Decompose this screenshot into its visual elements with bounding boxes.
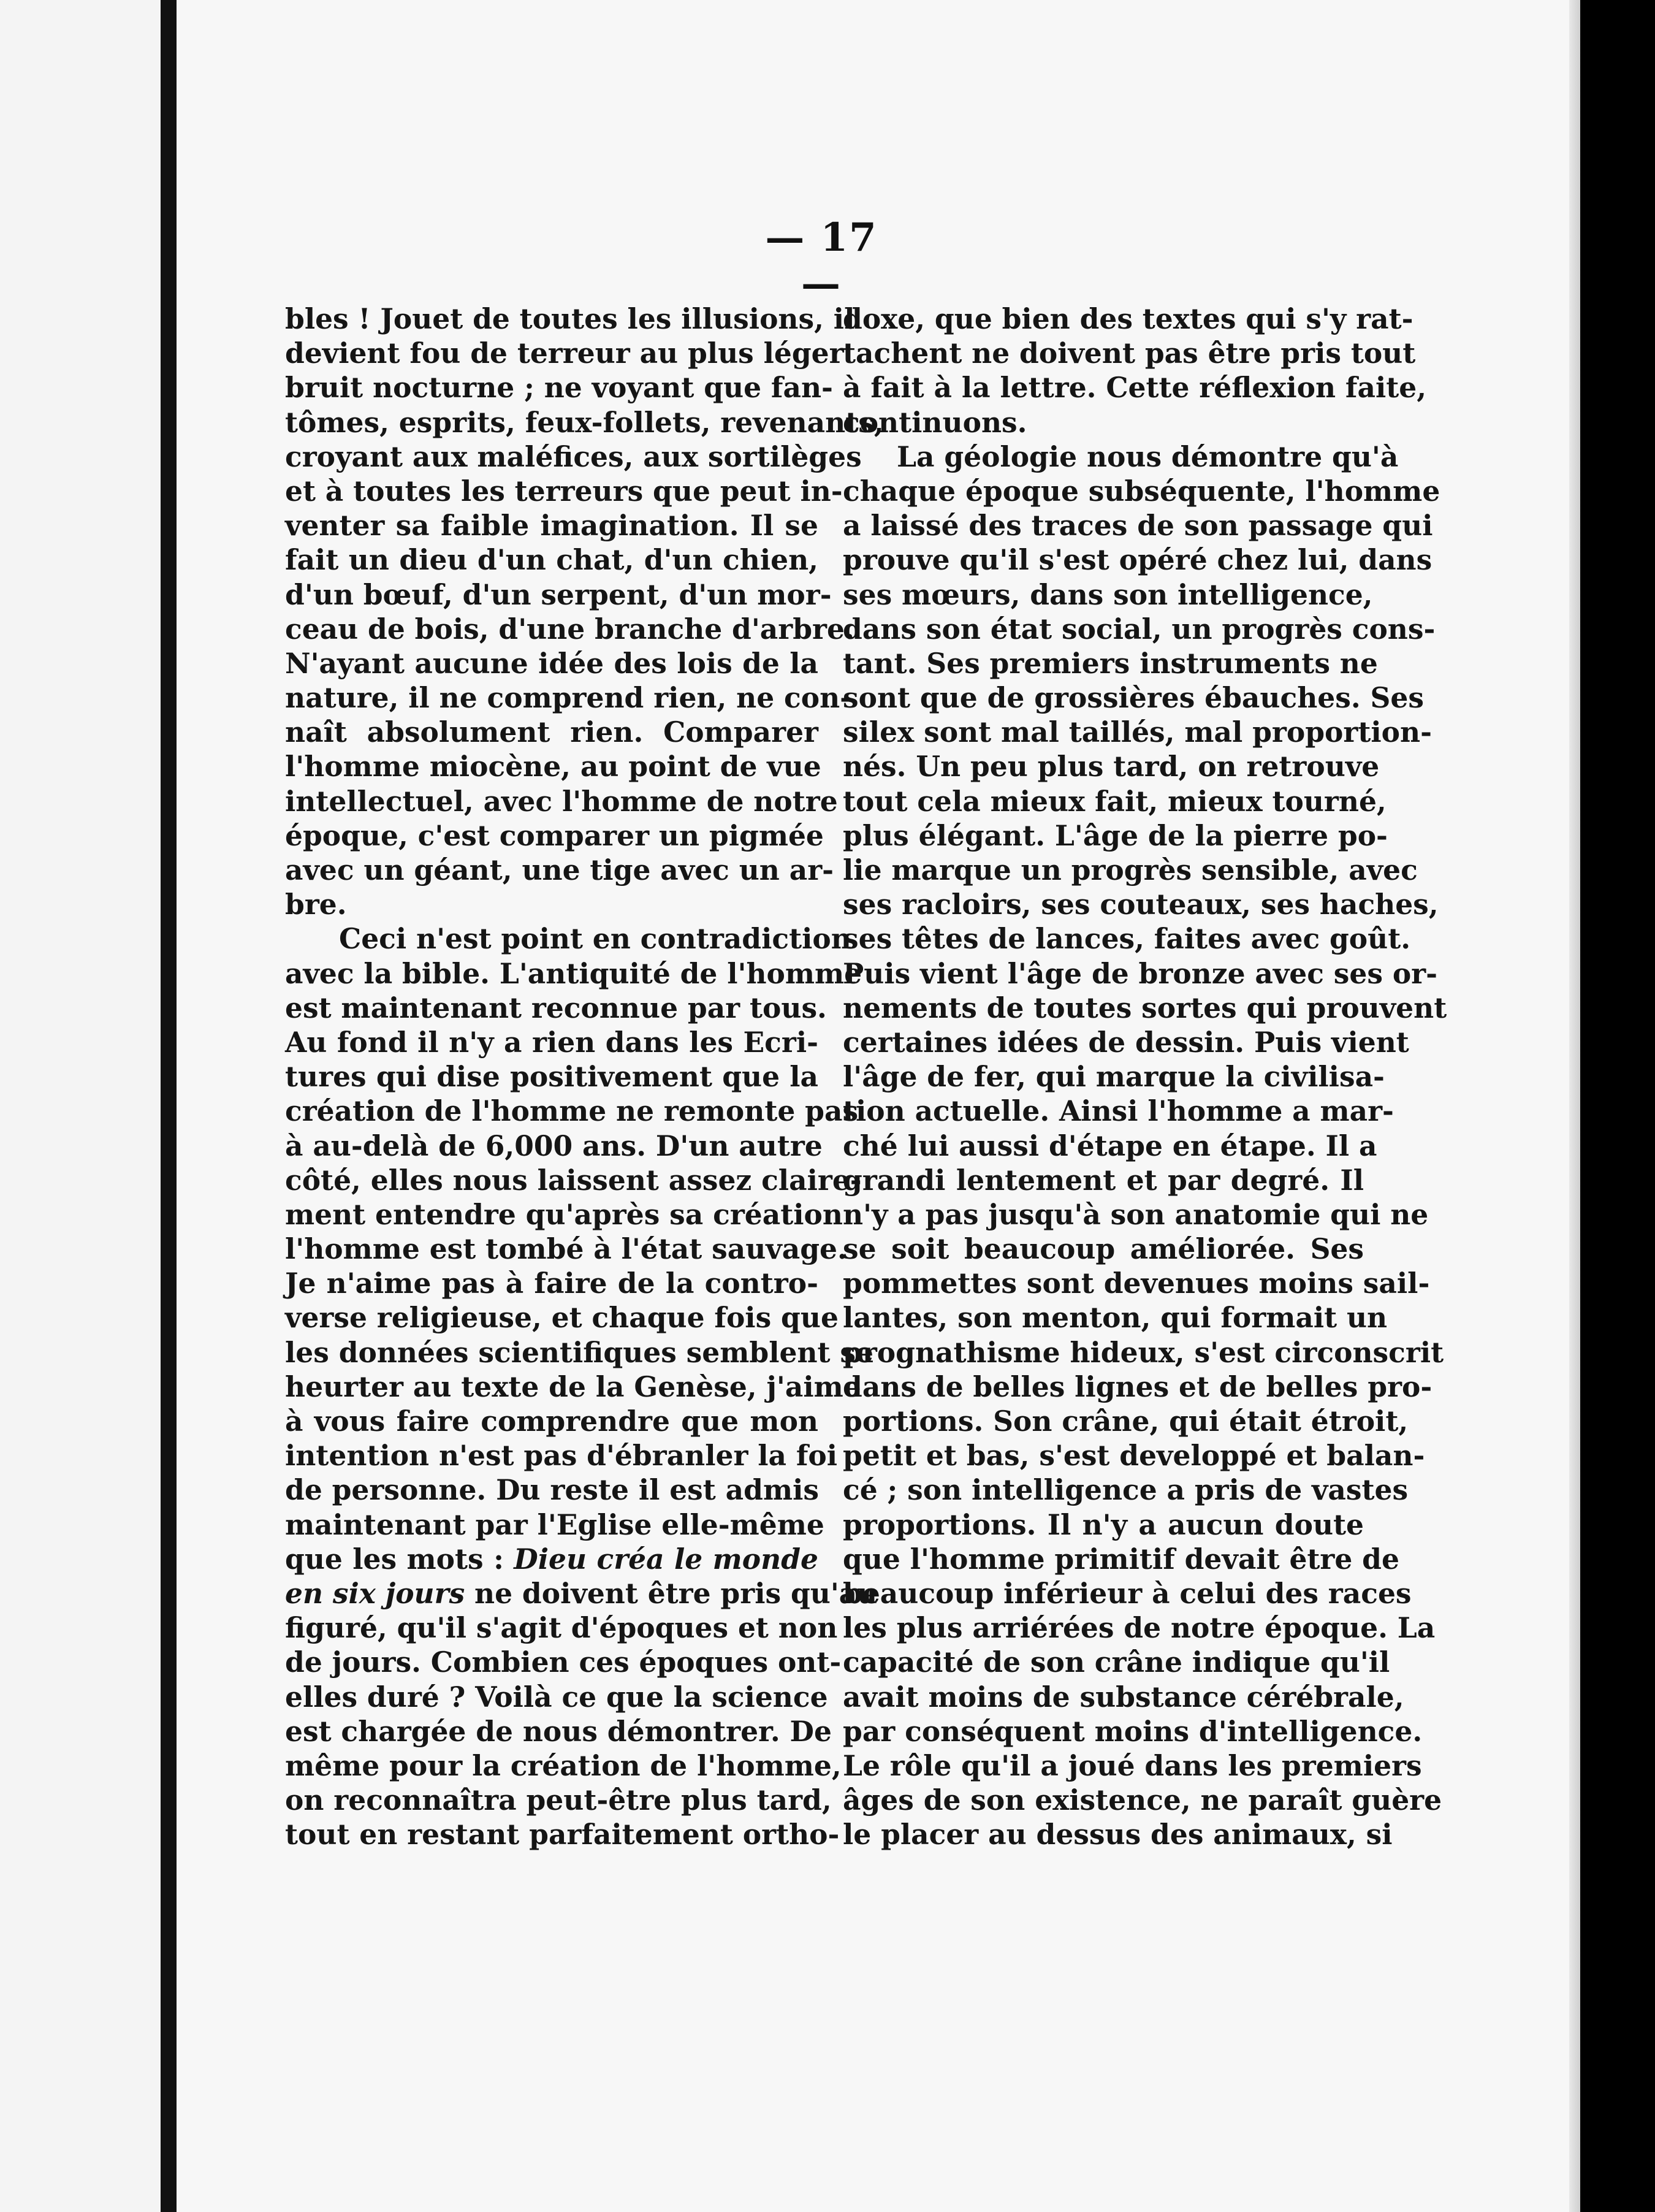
text-line	[843, 1163, 1364, 1197]
text-line	[843, 784, 1387, 818]
line-text: tures qui dise positivement que la	[285, 1060, 818, 1094]
line-text: d'un bœuf, d'un serpent, d'un mor-	[285, 578, 832, 611]
line-text: pommettes sont devenues moins sail-	[843, 1267, 1430, 1300]
line-text: avait moins de substance cérébrale,	[843, 1680, 1404, 1714]
line-text: ses têtes de lances, faites avec goût.	[843, 922, 1411, 956]
line-text: plus élégant. L'âge de la pierre po-	[843, 818, 1388, 852]
text-line	[285, 1300, 839, 1335]
line-text: grandi lentement et par degré. Il	[843, 1163, 1364, 1197]
text-line	[843, 818, 1388, 853]
text-line	[285, 1508, 824, 1542]
line-text: doxe, que bien des textes qui s'y rat-	[843, 302, 1413, 335]
line-text: avec la bible. L'antiquité de l'homme	[285, 956, 862, 990]
line-text: portions. Son crâne, qui était étroit,	[843, 1405, 1409, 1438]
line-text: les plus arriérées de notre époque. La	[843, 1611, 1436, 1645]
line-text: sont que de grossières ébauches. Ses	[843, 681, 1424, 715]
text-line	[285, 646, 818, 681]
text-line	[285, 784, 838, 818]
text-line	[843, 853, 1418, 887]
line-text: ne doivent être pris qu'au	[465, 1576, 878, 1610]
line-text: figuré, qu'il s'agit d'époques et non	[285, 1611, 838, 1645]
text-line	[285, 578, 832, 612]
text-line	[285, 853, 834, 887]
text-line	[843, 1576, 1412, 1611]
text-line	[843, 1438, 1425, 1473]
text-line	[843, 1266, 1430, 1300]
text-line	[843, 474, 1440, 508]
book-gutter	[161, 0, 177, 2212]
text-line	[285, 681, 852, 715]
text-line	[843, 543, 1432, 577]
text-line	[285, 887, 818, 921]
line-text: silex sont mal taillés, mal proportion-	[843, 715, 1432, 749]
line-text: N'ayant aucune idée des lois de la	[285, 646, 818, 680]
line-text: à au-delà de 6,000 ans. D'un autre	[285, 1129, 823, 1162]
line-text: bruit nocturne ; ne voyant que fan-	[285, 371, 833, 405]
text-line	[843, 1680, 1404, 1714]
line-text: création de l'homme ne remonte pas	[285, 1094, 859, 1128]
line-text: nature, il ne comprend rien, ne con-	[285, 681, 852, 715]
line-text: nements de toutes sortes qui prouvent	[843, 991, 1447, 1024]
text-line	[843, 578, 1373, 612]
text-line	[843, 1783, 1442, 1817]
line-text: croyant aux maléfices, aux sortilèges	[285, 440, 862, 473]
text-line	[285, 1025, 818, 1059]
text-line	[843, 440, 1399, 474]
text-line	[843, 1197, 1429, 1232]
text-line	[285, 956, 862, 991]
line-text: tion actuelle. Ainsi l'homme a mar-	[843, 1094, 1394, 1128]
line-text: La géologie nous démontre qu'à	[897, 440, 1399, 473]
line-text: on reconnaîtra peut-être plus tard,	[285, 1783, 832, 1817]
text-line	[843, 1094, 1394, 1128]
text-line	[843, 887, 1439, 921]
line-text: naît absolument rien. Comparer	[285, 715, 818, 749]
line-text: le placer au dessus des animaux, si	[843, 1818, 1393, 1852]
line-text: certaines idées de dessin. Puis vient	[843, 1025, 1409, 1059]
line-text: même pour la création de l'homme,	[285, 1749, 842, 1782]
text-line	[285, 1370, 861, 1404]
line-text: l'âge de fer, qui marque la civilisa-	[843, 1060, 1385, 1094]
text-line	[285, 370, 833, 405]
line-text: à vous faire comprendre que mon	[285, 1405, 818, 1438]
line-text: l'homme miocène, au point de vue	[285, 750, 821, 784]
italic-phrase: Dieu créa le monde	[514, 1542, 818, 1576]
line-text: tout en restant parfaitement ortho-	[285, 1818, 840, 1852]
text-line	[843, 681, 1424, 715]
line-text: les données scientifiques semblent se	[285, 1335, 873, 1369]
text-line	[285, 1749, 842, 1783]
line-text: intellectuel, avec l'homme de notre	[285, 784, 838, 818]
line-text: bre.	[285, 888, 347, 921]
line-text: a laissé des traces de son passage qui	[843, 509, 1433, 543]
line-text: beaucoup inférieur à celui des races	[843, 1576, 1412, 1610]
line-text: continuons.	[843, 405, 1027, 439]
text-line	[843, 646, 1378, 681]
line-text: et à toutes les terreurs que peut in-	[285, 474, 843, 508]
text-line	[843, 1404, 1409, 1438]
text-line	[285, 1783, 832, 1817]
line-text: à fait à la lettre. Cette réflexion faite,	[843, 371, 1427, 405]
text-line	[285, 1714, 832, 1749]
text-line	[285, 749, 821, 784]
text-line	[843, 1749, 1422, 1783]
text-column-right	[843, 302, 1447, 1852]
text-line	[843, 715, 1432, 749]
text-line	[285, 508, 818, 543]
text-line	[285, 1576, 878, 1611]
text-line	[285, 405, 884, 440]
line-text: devient fou de terreur au plus léger	[285, 337, 844, 370]
line-text: que les mots :	[285, 1542, 504, 1576]
line-text: côté, elles nous laissent assez claire-	[285, 1163, 862, 1197]
text-line	[285, 612, 854, 646]
line-text: Le rôle qu'il a joué dans les premiers	[843, 1749, 1422, 1782]
text-line	[843, 1611, 1436, 1645]
text-line	[843, 370, 1427, 405]
italic-phrase: en six jours	[285, 1576, 465, 1610]
line-text: petit et bas, s'est developpé et balan-	[843, 1439, 1425, 1473]
line-text: heurter au texte de la Genèse, j'aime	[285, 1370, 861, 1403]
text-line	[285, 440, 862, 474]
text-line	[843, 508, 1433, 543]
line-text: est maintenant reconnue par tous.	[285, 991, 827, 1024]
text-line	[285, 1163, 862, 1197]
text-line	[285, 1473, 818, 1507]
text-line	[285, 921, 851, 956]
line-text: proportions. Il n'y a aucun doute	[843, 1508, 1364, 1541]
text-line	[843, 1300, 1388, 1335]
text-line	[285, 991, 827, 1025]
text-line	[843, 1232, 1364, 1266]
text-line	[843, 1508, 1364, 1542]
line-text: tômes, esprits, feux-follets, revenants,	[285, 405, 884, 439]
line-text: elles duré ? Voilà ce que la science	[285, 1680, 828, 1714]
text-line	[285, 1404, 818, 1438]
line-text: verse religieuse, et chaque fois que	[285, 1301, 839, 1335]
text-line	[843, 1129, 1377, 1163]
text-line	[843, 612, 1436, 646]
line-text: capacité de son crâne indique qu'il	[843, 1646, 1390, 1679]
line-text: par conséquent moins d'intelligence.	[843, 1714, 1423, 1748]
line-text: chaque époque subséquente, l'homme	[843, 474, 1440, 508]
text-line	[843, 956, 1438, 991]
page-edge-shadow	[1569, 0, 1580, 2212]
line-text: tout cela mieux fait, mieux tourné,	[843, 784, 1387, 818]
line-text: âges de son existence, ne paraît guère	[843, 1783, 1442, 1817]
line-text: dans de belles lignes et de belles pro-	[843, 1370, 1432, 1403]
facing-page-edge	[0, 0, 161, 2212]
text-line	[843, 749, 1380, 784]
text-line	[285, 1335, 873, 1370]
text-line	[285, 715, 818, 749]
line-text: bles ! Jouet de toutes les illusions, il	[285, 302, 855, 335]
text-line	[285, 1232, 847, 1266]
page-number: — 17 —	[765, 215, 878, 307]
line-text: que l'homme primitif devait être de	[843, 1542, 1399, 1576]
line-text: Ceci n'est point en contradiction	[339, 922, 851, 956]
text-line	[843, 1025, 1409, 1059]
text-line	[285, 1680, 828, 1714]
text-line	[843, 991, 1447, 1025]
text-line	[285, 1094, 859, 1128]
line-text: maintenant par l'Eglise elle-même	[285, 1508, 824, 1541]
line-text: de jours. Combien ces époques ont-	[285, 1646, 842, 1679]
line-text: ses racloirs, ses couteaux, ses haches,	[843, 888, 1439, 921]
line-text: Au fond il n'y a rien dans les Ecri-	[285, 1025, 818, 1059]
line-text: est chargée de nous démontrer. De	[285, 1714, 832, 1748]
line-text: avec un géant, une tige avec un ar-	[285, 853, 834, 887]
line-text: cé ; son intelligence a pris de vastes	[843, 1473, 1409, 1507]
text-line	[285, 336, 844, 370]
text-line	[843, 1059, 1385, 1094]
scan-border	[1580, 0, 1655, 2212]
line-text: l'homme est tombé à l'état sauvage.	[285, 1232, 847, 1266]
text-line	[843, 336, 1416, 370]
text-line	[843, 1542, 1399, 1576]
text-line	[843, 405, 1364, 440]
line-text: lantes, son menton, qui formait un	[843, 1301, 1388, 1335]
line-text: nés. Un peu plus tard, on retrouve	[843, 750, 1380, 784]
text-line	[843, 1473, 1409, 1507]
text-line	[843, 1335, 1444, 1370]
line-text: Je n'aime pas à faire de la contro-	[285, 1267, 818, 1300]
line-text: ceau de bois, d'une branche d'arbre.	[285, 612, 854, 646]
line-text: venter sa faible imagination. Il se	[285, 509, 818, 543]
text-line	[285, 1645, 842, 1679]
text-line	[843, 1645, 1390, 1679]
line-text: lie marque un progrès sensible, avec	[843, 853, 1418, 887]
text-line	[285, 818, 824, 853]
text-line	[285, 474, 843, 508]
text-line	[285, 302, 855, 336]
text-line	[285, 1817, 840, 1852]
line-text: ses mœurs, dans son intelligence,	[843, 578, 1373, 611]
text-line	[843, 1370, 1432, 1404]
text-line	[843, 921, 1411, 956]
text-line	[285, 1542, 818, 1576]
line-text: fait un dieu d'un chat, d'un chien,	[285, 543, 818, 577]
text-line	[843, 1817, 1393, 1852]
line-text: époque, c'est comparer un pigmée	[285, 818, 824, 852]
line-text: de personne. Du reste il est admis	[285, 1473, 819, 1507]
text-line	[843, 1714, 1423, 1749]
text-line	[285, 1197, 843, 1232]
line-text: tachent ne doivent pas être pris tout	[843, 337, 1416, 370]
text-line	[285, 1438, 838, 1473]
line-text: Puis vient l'âge de bronze avec ses or-	[843, 956, 1438, 990]
text-line	[285, 1266, 818, 1300]
text-line	[285, 543, 818, 577]
line-text: n'y a pas jusqu'à son anatomie qui ne	[843, 1197, 1429, 1231]
line-text: prognathisme hideux, s'est circonscrit	[843, 1335, 1444, 1369]
line-text: tant. Ses premiers instruments ne	[843, 646, 1378, 680]
text-line	[285, 1059, 818, 1094]
text-line	[285, 1129, 823, 1163]
text-line	[285, 1611, 838, 1645]
line-text: ché lui aussi d'étape en étape. Il a	[843, 1129, 1377, 1162]
line-text: se soit beaucoup améliorée. Ses	[843, 1232, 1364, 1266]
line-text: intention n'est pas d'ébranler la foi	[285, 1439, 838, 1473]
line-text: dans son état social, un progrès cons-	[843, 612, 1436, 646]
line-text: prouve qu'il s'est opéré chez lui, dans	[843, 543, 1432, 577]
line-text: ment entendre qu'après sa création	[285, 1197, 843, 1231]
text-column-left	[285, 302, 884, 1852]
text-line	[843, 302, 1413, 336]
